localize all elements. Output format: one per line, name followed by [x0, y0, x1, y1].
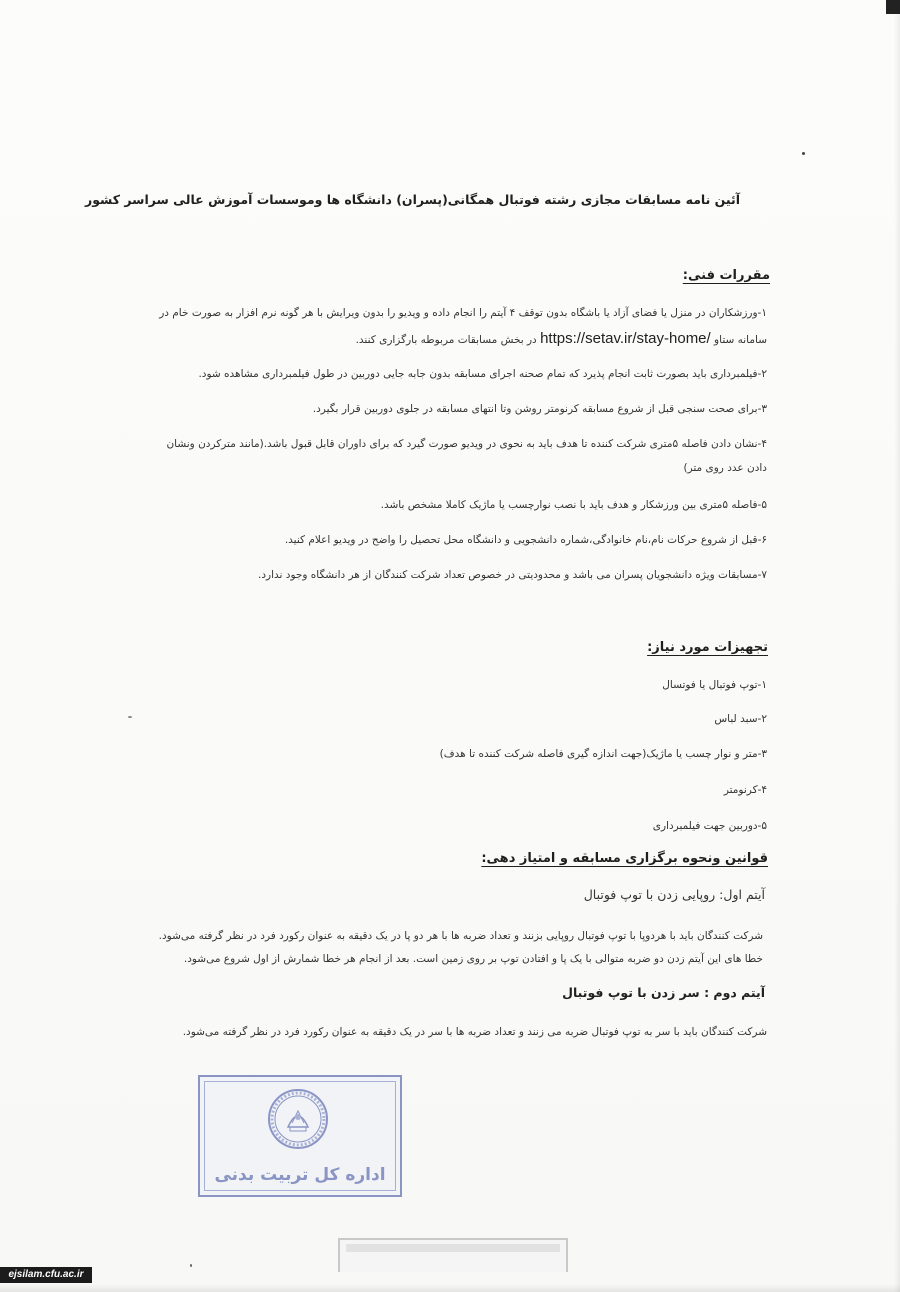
- equipment-item-4: ۴-کرنومتر: [723, 784, 767, 796]
- bottom-tab-inner: [346, 1244, 560, 1252]
- technical-rule-1-line-1: ۱-ورزشکاران در منزل یا فضای آزاد یا باشگاه بدون توقف ۴ آیتم را انجام داده و ویدیو را بدون ویرایش با هر گونه نرم افزار به صورت خام در: [159, 307, 767, 319]
- technical-rules-heading: مقررات فنی:: [682, 268, 770, 283]
- university-emblem-icon: [266, 1087, 330, 1151]
- technical-rule-1-suffix: در بخش مسابقات مربوطه بارگزاری کنند.: [355, 334, 537, 346]
- official-stamp: [198, 1075, 402, 1197]
- technical-rule-1-line-2: [137, 326, 767, 353]
- bottom-label-tab: [338, 1238, 568, 1272]
- speck: [802, 152, 805, 155]
- speck: [190, 1264, 192, 1267]
- page-edge-shadow: [894, 0, 900, 1292]
- speck: [128, 716, 132, 718]
- technical-rule-4-line-1: ۴-نشان دادن فاصله ۵متری شرکت کننده تا هدف باید به نحوی در ویدیو صورت گیرد که برای داوران قابل قبول باشد.(مانند مترکردن ونشان: [166, 438, 767, 450]
- stamp-text: اداره کل تربیت بدنی: [214, 1165, 386, 1185]
- equipment-item-3: ۳-متر و نوار چسب یا ماژیک(جهت اندازه گیری فاصله شرکت کننده تا هدف): [439, 748, 767, 760]
- equipment-item-5: ۵-دوربین جهت فیلمبرداری: [652, 820, 767, 832]
- bottom-edge-shadow: [0, 1284, 900, 1292]
- setav-link[interactable]: https://setav.ir/stay-home/: [540, 330, 711, 347]
- scoring-heading: قوانین ونحوه برگزاری مسابقه و امتیاز دهی:: [481, 851, 768, 866]
- equipment-heading: تجهیزات مورد نیاز:: [647, 640, 768, 655]
- source-watermark: ejsilam.cfu.ac.ir: [0, 1267, 92, 1283]
- item-one-title: آیتم اول: روپایی زدن با توپ فوتبال: [583, 887, 765, 902]
- item-two-title: آیتم دوم : سر زدن با توپ فوتبال: [562, 985, 765, 1000]
- equipment-item-1: ۱-توپ فوتبال یا فوتسال: [662, 679, 767, 691]
- item-one-description-line-1: شرکت کنندگان باید با هردوپا با توپ فوتبال روپایی بزنند و تعداد ضربه ها با هر دو پا در یک دقیقه به عنوان رکورد فرد در نظر گرفته می‌شود.: [158, 930, 763, 942]
- technical-rule-1-prefix: سامانه ستاو: [714, 334, 767, 346]
- technical-rule-4-line-2: دادن عدد روی متر): [683, 462, 767, 474]
- equipment-item-2: ۲-سبد لباس: [714, 713, 767, 725]
- technical-rule-7: ۷-مسابقات ویژه دانشجویان پسران می باشد و محدودیتی در خصوص تعداد شرکت کنندگان از هر دانشگاه وجود ندارد.: [258, 569, 767, 581]
- technical-rule-5: ۵-فاصله ۵متری بین ورزشکار و هدف باید با نصب نوارچسب یا ماژیک کاملا مشخص باشد.: [380, 499, 767, 511]
- item-one-description-line-2: خطا های این آیتم زدن دو ضربه متوالی با یک پا و افتادن توپ بر روی زمین است. بعد از انجام هر خطا شمارش از اول شروع می‌شود.: [183, 953, 763, 965]
- corner-mark: [886, 0, 900, 14]
- document-title: آئین نامه مسابقات مجازی رشته فوتبال همگانی(پسران) دانشگاه ها وموسسات آموزش عالی سراسر کشور: [85, 192, 740, 207]
- technical-rule-2: ۲-فیلمبرداری باید بصورت ثابت انجام پذیرد که تمام صحنه اجرای مسابقه بدون جابه جایی دوربین در طول فیلمبرداری مشاهده شود.: [198, 368, 767, 380]
- item-two-description: شرکت کنندگان باید با سر به توپ فوتبال ضربه می زنند و تعداد ضربه ها با سر در یک دقیقه به عنوان رکورد فرد در نظر گرفته می‌شود.: [182, 1026, 767, 1038]
- technical-rule-3: ۳-برای صحت سنجی قبل از شروع مسابقه کرنومتر روشن وتا انتهای مسابقه در جلوی دوربین قرار بگیرد.: [312, 403, 767, 415]
- technical-rule-6: ۶-قبل از شروع حرکات نام،نام خانوادگی،شماره دانشجویی و دانشگاه محل تحصیل را واضح در ویدیو اعلام کنید.: [284, 534, 767, 546]
